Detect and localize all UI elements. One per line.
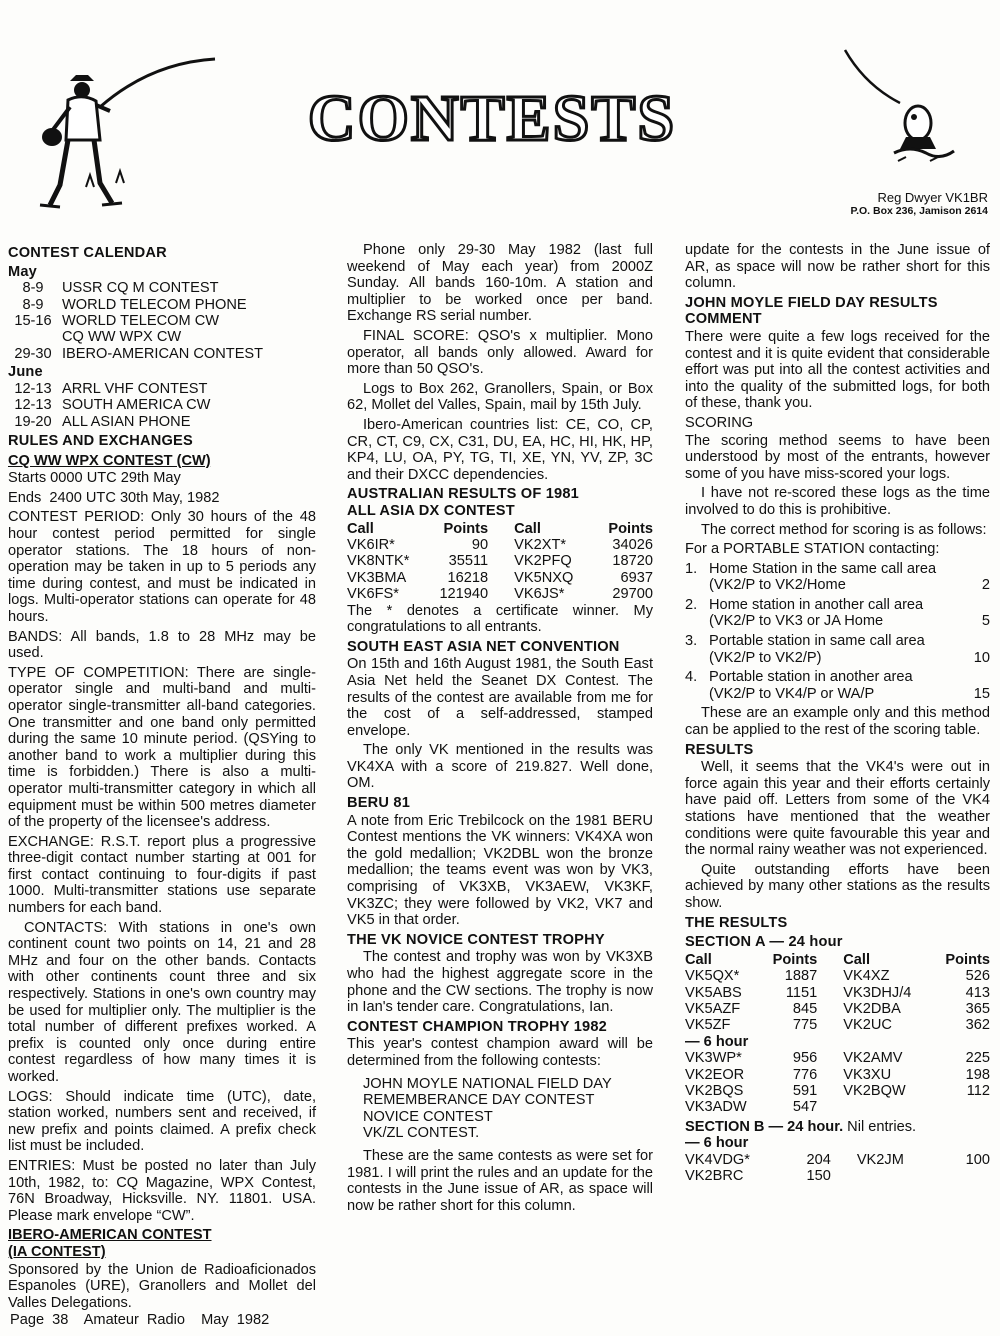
comment-heading: COMMENT	[685, 311, 762, 328]
scoring-heading: SCORING	[685, 414, 754, 431]
contests-title-banner	[302, 78, 682, 158]
aus-results-heading: AUSTRALIAN RESULTS OF 1981	[347, 486, 579, 503]
wpx-type: TYPE OF COMPETITION: There are single-operator single and multi-band and multi-operator single-transmitter all-band categories. One transmitter and one band only permitted during the same 10 minute period. (QSYing to another band to work a multiplier during this time is forbidden.) There is also a multi-operator multi-transmitter category in which all equipment must be within 500 metres diameter of the property of the licensee's address.	[8, 664, 316, 831]
list-item: NOVICE CONTEST	[363, 1108, 493, 1125]
may-calendar-table	[8, 280, 263, 362]
list-item: 4. Portable station in another area (VK2/P to VK4/P or WA/P 15	[685, 669, 990, 702]
results-p1: Well, it seems that the VK4's were out in force again this year and their efforts certainly have paid off. Letters from some of the VK4 stations have mentioned that the weather conditions were quite favourable this year and the normal rainy weather was not experienced.	[685, 759, 990, 859]
page-footer: Page 38 Amateur Radio May 1982	[10, 1312, 270, 1328]
wpx-starts: Starts 0000 UTC 29th May	[8, 470, 181, 487]
champion-p2: These are the same contests as were set for 1981. I will print the rules and an update for the contests in the June issue of AR, as space will now be rather short for this column.	[347, 1147, 653, 1214]
fish-illustration	[840, 45, 990, 170]
wpx-logs: LOGS: Should indicate time (UTC), date, station worked, numbers sent and received, if new prefix and points claimed. A prefix check list must be included.	[8, 1088, 316, 1155]
calendar-row: 8-9 USSR CQ M CONTEST	[22, 280, 219, 297]
all-asia-results-table	[347, 521, 653, 603]
table-row: VK5AZF 845 VK2DBA 365	[685, 1000, 990, 1017]
list-item: 1. Home Station in the same call area (VK2/P to VK2/Home 2	[685, 560, 990, 594]
scoring-list	[685, 561, 990, 703]
section-a-table	[685, 952, 990, 1116]
table-row: VK4VDG* 204 VK2JM 100	[685, 1151, 990, 1168]
table-subheader-row: — 6 hour	[685, 1033, 749, 1050]
scoring-p4: For a PORTABLE STATION contacting:	[685, 541, 940, 558]
wpx-period: CONTEST PERIOD: Only 30 hours of the 48 hour contest period permitted for single operator stations. The 18 hours of non-operation may be taken in up to 5 periods any time during contest, and must be indicated in logs. Multi-operator stations can operate for 48 hours.	[8, 509, 316, 625]
scoring-p5: These are an example only and this method can be applied to the rest of the scoring table.	[685, 705, 990, 739]
champion-p1: This year's contest champion award will be determined from the following contests:	[347, 1036, 653, 1069]
the-results-heading: THE RESULTS	[685, 914, 788, 931]
list-item: 2. Home station in another call area (VK2/P to VK3 or JA Home 5	[685, 596, 990, 630]
ibero-heading: IBERO-AMERICAN CONTEST	[8, 1227, 212, 1244]
results-p2: Quite outstanding efforts have been achieved by many other stations as the results show.	[685, 861, 990, 911]
table-row: VK3BMA 16218 VK5NXQ 6937	[347, 569, 653, 586]
jmfd-comment: There were quite a few logs received for the contest and it is quite evident that considerable effort was put into all the contest activities and into the quality of the submitted logs, for both of these, thank you.	[685, 328, 990, 412]
certificate-note: The * denotes a certificate winner. My congratulations to all entrants.	[347, 602, 653, 636]
calendar-row: 19-20 ALL ASIAN PHONE	[14, 413, 191, 430]
may-label: May	[8, 263, 37, 280]
sea-net-heading: SOUTH EAST ASIA NET CONVENTION	[347, 638, 620, 655]
june-label: June	[8, 364, 43, 381]
table-row: VK2BQS 591 VK2BQW 112	[685, 1083, 990, 1099]
ibero-sponsor: Sponsored by the Union de Radioaficionados Espanoles (URE), Granollers and Mollet del Valles Delegations.	[8, 1261, 316, 1311]
section-a-heading: SECTION A — 24 hour	[685, 934, 843, 951]
wpx-entries: ENTRIES: Must be posted no later than July 10th, 1982, to: CQ Magazine, WPX Contest, 76N Broadway, Hicksville. NY. 11801. USA. Please mark envelope “CW”.	[8, 1157, 316, 1224]
table-row: VK5ABS 1151 VK3DHJ/4 413	[685, 984, 990, 1001]
champion-p2-continued: update for the contests in the June issue of AR, as space will now be rather short for this column.	[685, 242, 990, 292]
table-header-row: Call Points Call Points	[347, 520, 653, 537]
author-name: Reg Dwyer VK1BR	[877, 190, 988, 205]
sea-net-p2: The only VK mentioned in the results was VK4XA with a score of 219.827. Well done, OM.	[347, 742, 653, 792]
rules-heading: RULES AND EXCHANGES	[8, 433, 193, 450]
table-row: VK3WP* 956 VK2AMV 225	[685, 1050, 990, 1067]
wpx-ends: Ends 2400 UTC 30th May, 1982	[8, 489, 220, 506]
champion-heading: CONTEST CHAMPION TROPHY 1982	[347, 1018, 607, 1035]
table-row: VK2EOR 776 VK3XU 198	[685, 1066, 990, 1083]
wpx-bands: BANDS: All bands, 1.8 to 28 MHz may be used.	[8, 628, 316, 662]
jmfd-heading: JOHN MOYLE FIELD DAY RESULTS	[685, 294, 938, 311]
list-item: REMEMBERANCE DAY CONTEST	[363, 1092, 595, 1109]
wpx-contacts: CONTACTS: With stations in one's own continent count two points on 14, 21 and 28 MHz and four on the other bands. Contacts with other continents count three and six respectively. Stations in one's own country may be used for multiplier only. The multiplier is the total number of different prefixes worked. A prefix is counted only once during entire contest regardless of how many times it is worked.	[8, 919, 316, 1085]
list-item: VK/ZL CONTEST.	[363, 1125, 480, 1142]
table-row: VK2BRC 150	[685, 1168, 831, 1185]
ibero-countries: Ibero-American countries list: CE, CO, CP, CR, CT, C9, CX, C31, DU, EA, HC, HI, HK, HP, KP4, LU, OA, PY, TG, TI, XE, YN, YV, ZP, 3C and their DXCC dependencies.	[347, 416, 653, 483]
novice-p1: The contest and trophy was won by VK3XB who had the highest aggregate score in the phone and the CW sections. The trophy is now in Ian's tender care. Congratulations, Ian.	[347, 949, 653, 1016]
column-3	[685, 242, 990, 1185]
table-row: VK5ZF 775 VK2UC 362	[685, 1017, 990, 1034]
calendar-row: 15-16 WORLD TELECOM CW	[14, 313, 220, 329]
scoring-p1: The scoring method seems to have been understood by most of the entrants, however some of you have miss-scored your logs.	[685, 432, 990, 482]
results-heading: RESULTS	[685, 741, 754, 758]
fisherman-illustration	[30, 55, 220, 215]
ibero-score: FINAL SCORE: QSO's x multiplier. Mono operator, all bands only allowed. Award for more than 50 QSO's.	[347, 327, 653, 378]
calendar-row: 12-13 ARRL VHF CONTEST	[14, 380, 208, 397]
all-asia-heading: ALL ASIA DX CONTEST	[347, 502, 515, 519]
author-address: P.O. Box 236, Jamison 2614	[850, 205, 988, 217]
section-b-heading: SECTION B — 24 hour. Nil entries.	[685, 1118, 917, 1135]
list-item: JOHN MOYLE NATIONAL FIELD DAY	[363, 1075, 612, 1092]
table-row: VK6IR* 90 VK2XT* 34026	[347, 536, 653, 553]
table-row: VK6FS* 121940 VK6JS* 29700	[347, 586, 653, 603]
section-b-table	[685, 1135, 990, 1184]
wpx-heading: CQ WW WPX CONTEST (CW)	[8, 452, 211, 469]
table-row: VK5QX* 1887 VK4XZ 526	[685, 968, 990, 985]
calendar-row: CQ WW WPX CW	[62, 329, 182, 346]
column-1	[8, 242, 316, 1314]
calendar-row: 8-9 WORLD TELECOM PHONE	[22, 296, 247, 313]
beru-heading: BERU 81	[347, 795, 411, 812]
ibero-subheading: (IA CONTEST)	[8, 1243, 106, 1260]
author-byline	[850, 190, 988, 217]
table-header-row: Call Points Call Points	[685, 951, 990, 968]
june-calendar-table	[8, 381, 210, 430]
champion-contest-list	[347, 1076, 653, 1142]
wpx-exchange: EXCHANGE: R.S.T. report plus a progressive three-digit contact number starting at 001 for first contact continuing to four-digits if past 1000. Multi-transmitter stations use separate numbers for each band.	[8, 833, 316, 917]
page-title: CONTESTS	[307, 82, 677, 155]
novice-heading: THE VK NOVICE CONTEST TROPHY	[347, 931, 605, 948]
column-2	[347, 242, 653, 1214]
table-row: VK8NTK* 35511 VK2PFQ 18720	[347, 553, 653, 570]
table-row: VK3ADW 547	[685, 1099, 818, 1116]
ibero-phone: Phone only 29-30 May 1982 (last full weekend of May each year) from 2000Z Sunday. All bands 160-10m. A station and multiplier to be worked once per band. Exchange RS serial number.	[347, 242, 653, 325]
calendar-row: 29-30 IBERO-AMERICAN CONTEST	[14, 345, 264, 362]
calendar-heading: CONTEST CALENDAR	[8, 245, 167, 261]
calendar-row: 12-13 SOUTH AMERICA CW	[14, 397, 211, 414]
scoring-p3: The correct method for scoring is as follows:	[701, 521, 987, 538]
scoring-p2: I have not re-scored these logs as the time involved to do this is prohibitive.	[685, 485, 990, 518]
sea-net-p1: On 15th and 16th August 1981, the South East Asia Net held the Seanet DX Contest. The results of the contest are available from me for the cost of a self-addressed, stamped envelope.	[347, 656, 653, 739]
ibero-logs: Logs to Box 262, Granollers, Spain, or Box 62, Mollet del Valles, Spain, mail by 15th July.	[347, 380, 653, 414]
table-subheader-row: — 6 hour	[685, 1135, 749, 1152]
list-item: 3. Portable station in same call area (VK2/P to VK2/P) 10	[685, 633, 990, 666]
beru-p1: A note from Eric Trebilcock on the 1981 BERU Contest mentions the VK winners: VK4XA won the gold medallion; VK2DBL won the bronze medallion; the teams event was won by VK3, comprising of VK3XB, VK3AEW, VK3KF, VK3ZC; they were followed by VK2, VK7 and VK5 in that order.	[347, 812, 653, 929]
